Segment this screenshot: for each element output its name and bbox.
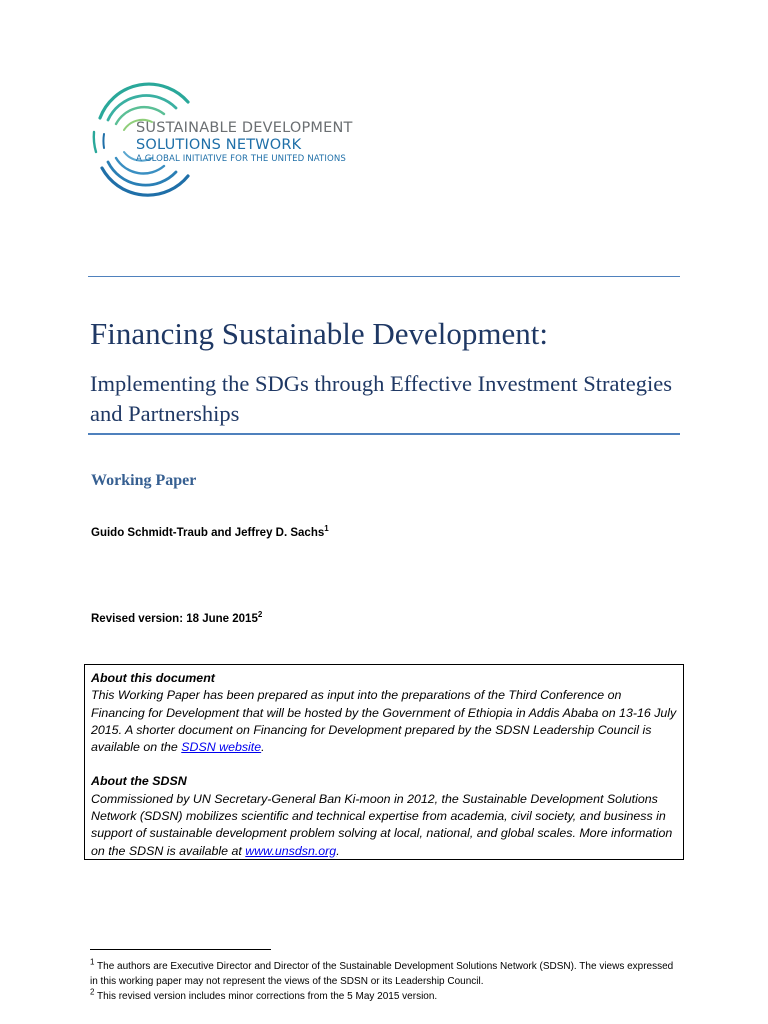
about-sdsn-body [91,791,677,860]
authors-line [91,524,329,539]
revised-text: Revised version: 18 June 2015 [91,613,258,625]
footnotes [90,959,680,1004]
about-sdsn-text: Commissioned by UN Secretary-General Ban Ki-moon in 2012, the Sustainable Development Solutions Network (SDSN) mobilizes scientific and technical expertise from academia, civil society, and business in support of sustainable development problem solving at local, national, and global scales. More information on the SDSN is available at [91,791,673,858]
revised-version-line [91,610,263,625]
sdsn-logo [88,80,378,200]
footnote-1-text: The authors are Executive Director and Director of the Sustainable Development Solutions Network (SDSN). The views expressed in this working paper may not represent the views of the SDSN or its Leadership Council. [90,961,674,987]
about-sdsn-heading: About the SDSN [91,774,187,789]
title-top-divider [88,276,680,277]
logo-line-3: A GLOBAL INITIATIVE FOR THE UNITED NATIONS [136,154,346,164]
footnote-1 [90,959,680,989]
footnote-1-number: 1 [90,957,95,967]
sdsn-website-link[interactable]: SDSN website [181,740,262,755]
footnote-divider [90,949,271,950]
footnote-2 [90,989,680,1004]
document-title: Financing Sustainable Development: [90,316,549,351]
logo-line-1: SUSTAINABLE DEVELOPMENT [136,120,353,136]
title-bottom-divider [88,433,680,435]
working-paper-label: Working Paper [91,472,197,489]
unsdsn-link[interactable]: www.unsdsn.org [245,843,337,858]
about-box [84,664,684,860]
authors-footnote-marker[interactable]: 1 [324,524,329,534]
footnote-2-text: This revised version includes minor corrections from the 5 May 2015 version. [94,991,438,1002]
footnote-2-number: 2 [90,987,95,997]
about-document-end: . [261,740,265,755]
revised-footnote-marker[interactable]: 2 [257,610,263,620]
about-document-heading: About this document [91,671,215,685]
logo-line-2: SOLUTIONS NETWORK [136,137,302,153]
about-document-text: This Working Paper has been prepared as input into the preparations of the Third Conference on Financing for Development that will be hosted by the Government of Ethiopia in Addis Ababa on 13-16 July 2015. A shorter document on Financing for Development prepared by the SDSN Leadership Council is available on the [91,688,677,755]
document-subtitle: Implementing the SDGs through Effective Investment Strategies and Partnerships [90,371,672,426]
about-sdsn-end: . [336,843,340,858]
authors-text: Guido Schmidt-Traub and Jeffrey D. Sachs [91,527,325,539]
about-document-body [91,687,677,756]
